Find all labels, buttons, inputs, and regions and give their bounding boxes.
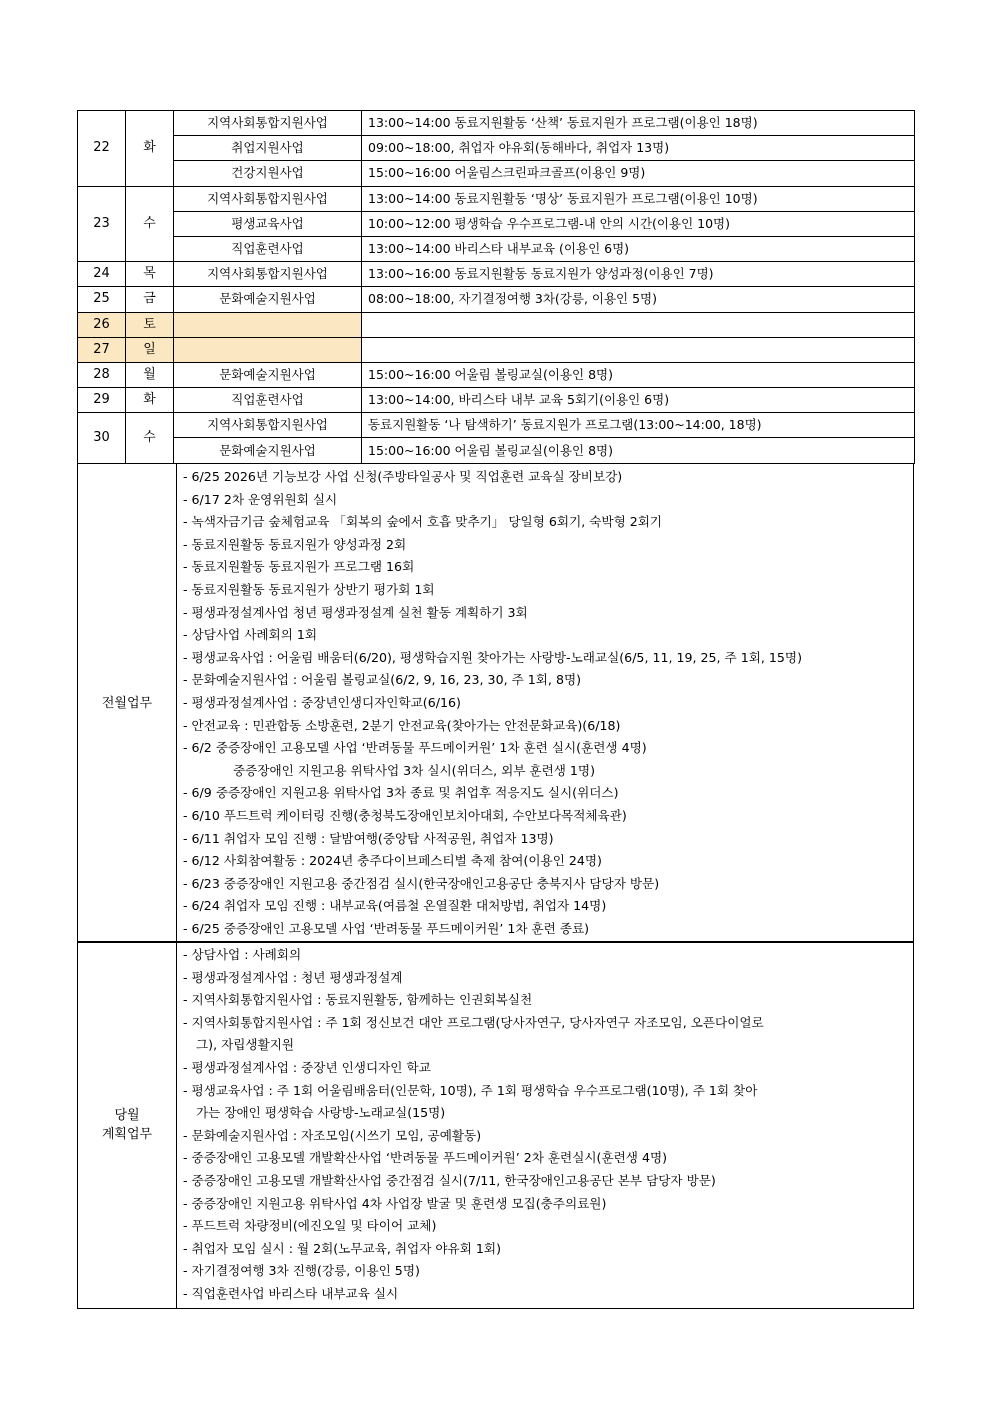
table-row [78, 312, 915, 337]
program-cell: 취업지원사업 [174, 136, 362, 161]
list-item: - 중증장애인 고용모델 개발확산사업 ‘반려동물 푸드메이커원’ 2차 훈련실시(훈련생 4명) [183, 1150, 668, 1166]
program-cell: 평생교육사업 [174, 211, 362, 236]
list-item: - 자기결정여행 3차 진행(강릉, 이용인 5명) [183, 1263, 420, 1279]
table-row [78, 438, 915, 463]
program-cell: 지역사회통합지원사업 [174, 262, 362, 287]
list-item: - 6/9 중증장애인 지원고용 위탁사업 3차 종료 및 취업후 적응지도 실시(위더스) [183, 785, 619, 801]
day-cell: 24 [78, 262, 126, 287]
list-item: - 동료지원활동 동료지원가 양성과정 2회 [183, 536, 407, 552]
list-item: 그), 자립생활지원 [196, 1037, 295, 1053]
list-item: - 상담사업 : 사례회의 [183, 947, 302, 962]
detail-cell: 15:00~16:00 어울림 볼링교실(이용인 8명) [362, 438, 915, 463]
table-row [78, 388, 915, 413]
weekday-cell: 수 [126, 413, 174, 463]
program-cell [174, 337, 362, 362]
list-item: - 평생과정설계사업 : 청년 평생과정설계 [183, 969, 403, 985]
weekday-cell: 화 [126, 111, 174, 187]
detail-cell: 13:00~14:00, 바리스타 내부 교육 5회기(이용인 6명) [362, 388, 915, 413]
list-item: - 푸드트럭 차량정비(에진오일 및 타이어 교체) [183, 1218, 437, 1234]
weekday-cell: 목 [126, 262, 174, 287]
day-cell: 22 [78, 111, 126, 187]
list-item: - 6/12 사회참여활동 : 2024년 충주다이브페스티벌 축제 참여(이용인 24명) [183, 853, 602, 869]
table-row [78, 186, 915, 211]
list-item: - 녹색자금기금 숲체험교육 「회복의 숲에서 호흡 맞추기」 당일형 6회기, 숙박형 2회기 [183, 514, 663, 530]
weekday-cell: 토 [126, 312, 174, 337]
list-item: - 평생과정설계사업 : 중장년인생디자인학교(6/16) [183, 694, 461, 710]
list-item: - 동료지원활동 동료지원가 프로그램 16회 [183, 559, 415, 575]
day-cell: 30 [78, 413, 126, 463]
weekday-cell: 월 [126, 362, 174, 387]
table-row [78, 161, 915, 186]
program-cell: 지역사회통합지원사업 [174, 111, 362, 136]
list-item: - 6/11 취업자 모임 진행 : 달밤여행(중앙탑 사적공원, 취업자 13명) [183, 830, 554, 846]
table-row [78, 337, 915, 362]
day-cell: 27 [78, 337, 126, 362]
day-cell: 23 [78, 186, 126, 262]
program-cell: 지역사회통합지원사업 [174, 413, 362, 438]
list-item: - 평생과정설계사업 청년 평생과정설계 실천 활동 계획하기 3회 [183, 604, 528, 620]
program-cell: 문화예술지원사업 [174, 287, 362, 312]
list-item: - 직업훈련사업 바리스타 내부교육 실시 [183, 1285, 399, 1301]
detail-cell: 15:00~16:00 어울림 볼링교실(이용인 8명) [362, 362, 915, 387]
table-row [78, 211, 915, 236]
detail-cell: 13:00~16:00 동료지원활동 동료지원가 양성과정(이용인 7명) [362, 262, 915, 287]
list-item: - 지역사회통합지원사업 : 동료지원활동, 함께하는 인권회복실천 [183, 992, 533, 1008]
detail-cell: 10:00~12:00 평생학습 우수프로그램-내 안의 시간(이용인 10명) [362, 211, 915, 236]
list-item: - 중증장애인 고용모델 개발확산사업 중간점검 실시(7/11, 한국장애인고용공단 본부 담당자 방문) [183, 1172, 716, 1188]
list-item: - 6/2 중증장애인 고용모델 사업 ‘반려동물 푸드메이커원’ 1차 훈련 실시(훈련생 4명) [183, 740, 647, 756]
detail-cell: 09:00~18:00, 취업자 야유회(동해바다, 취업자 13명) [362, 136, 915, 161]
detail-cell: 15:00~16:00 어울림스크린파크골프(이용인 9명) [362, 161, 915, 186]
detail-cell: 13:00~14:00 동료지원활동 ‘명상’ 동료지원가 프로그램(이용인 10명) [362, 186, 915, 211]
table-row [78, 111, 915, 136]
detail-cell: 08:00~18:00, 자기결정여행 3차(강릉, 이용인 5명) [362, 287, 915, 312]
list-item: - 평생교육사업 : 어울림 배움터(6/20), 평생학습지원 찾아가는 사랑방-노래교실(6/5, 11, 19, 25, 주 1회, 15명) [183, 649, 803, 665]
schedule-table [77, 110, 915, 464]
list-item: - 6/23 중증장애인 지원고용 중간점검 실시(한국장애인고용공단 충북지사 담당자 방문) [183, 875, 660, 891]
day-cell: 29 [78, 388, 126, 413]
day-cell: 28 [78, 362, 126, 387]
weekday-cell: 일 [126, 337, 174, 362]
list-item: - 문화예술지원사업 : 자조모임(시쓰기 모임, 공예활동) [183, 1127, 482, 1143]
current-month-table [77, 941, 914, 1309]
list-item: 중증장애인 지원고용 위탁사업 3차 실시(위더스, 외부 훈련생 1명) [233, 762, 596, 778]
weekday-cell: 금 [126, 287, 174, 312]
list-item: - 6/25 2026년 기능보강 사업 신청(주방타일공사 및 직업훈련 교육실 장비보강) [183, 469, 623, 484]
program-cell: 직업훈련사업 [174, 236, 362, 261]
list-item: - 평생과정설계사업 : 중장년 인생디자인 학교 [183, 1059, 431, 1075]
table-row [78, 362, 915, 387]
list-item: - 취업자 모임 실시 : 월 2회(노무교육, 취업자 야유회 1회) [183, 1240, 501, 1256]
list-item: - 지역사회통합지원사업 : 주 1회 정신보건 대안 프로그램(당사자연구, 당사자연구 자조모임, 오픈다이얼로 [183, 1014, 764, 1030]
current-month-label: 당월 계획업무 [78, 942, 177, 1309]
list-item: - 상담사업 사례회의 1회 [183, 627, 318, 643]
list-item: - 6/24 취업자 모임 진행 : 내부교육(여름철 온열질환 대처방법, 취업자 14명) [183, 898, 607, 914]
program-cell: 직업훈련사업 [174, 388, 362, 413]
list-item: - 동료지원활동 동료지원가 상반기 평가회 1회 [183, 581, 435, 597]
detail-cell: 13:00~14:00 바리스타 내부교육 (이용인 6명) [362, 236, 915, 261]
list-item: - 문화예술지원사업 : 어울림 볼링교실(6/2, 9, 16, 23, 30, 주 1회, 8명) [183, 672, 582, 688]
weekday-cell: 수 [126, 186, 174, 262]
list-item: - 6/10 푸드트럭 케이터링 진행(충청북도장애인보치아대회, 수안보다목적체육관) [183, 807, 627, 823]
list-item: - 안전교육 : 민관합동 소방훈련, 2분기 안전교육(찾아가는 안전문화교육)(6/18) [183, 717, 621, 733]
previous-month-content [177, 464, 914, 943]
program-cell: 건강지원사업 [174, 161, 362, 186]
program-cell: 지역사회통합지원사업 [174, 186, 362, 211]
day-cell: 26 [78, 312, 126, 337]
table-row [78, 136, 915, 161]
detail-cell [362, 337, 915, 362]
program-cell: 문화예술지원사업 [174, 362, 362, 387]
detail-cell: 13:00~14:00 동료지원활동 ‘산책’ 동료지원가 프로그램(이용인 18명) [362, 111, 915, 136]
previous-month-table [77, 463, 914, 943]
list-item: - 6/25 중증장애인 고용모델 사업 ‘반려동물 푸드메이커원’ 1차 훈련 종료) [183, 920, 590, 936]
weekday-cell: 화 [126, 388, 174, 413]
detail-cell [362, 312, 915, 337]
program-cell: 문화예술지원사업 [174, 438, 362, 463]
list-item: 가는 장애인 평생학습 사랑방-노래교실(15명) [196, 1105, 446, 1121]
day-cell: 25 [78, 287, 126, 312]
table-row [78, 287, 915, 312]
list-item: - 6/17 2차 운영위원회 실시 [183, 491, 338, 507]
current-month-content [177, 942, 914, 1309]
table-row [78, 262, 915, 287]
list-item: - 평생교육사업 : 주 1회 어울림배움터(인문학, 10명), 주 1회 평생학습 우수프로그램(10명), 주 1회 찾아 [183, 1082, 758, 1098]
table-row [78, 236, 915, 261]
list-item: - 중증장애인 지원고용 위탁사업 4차 사업장 발굴 및 훈련생 모집(충주의료원) [183, 1195, 607, 1211]
table-row [78, 413, 915, 438]
previous-month-label: 전월업무 [78, 464, 177, 943]
detail-cell: 동료지원활동 ‘나 탐색하기’ 동료지원가 프로그램(13:00~14:00, 18명) [362, 413, 915, 438]
program-cell [174, 312, 362, 337]
